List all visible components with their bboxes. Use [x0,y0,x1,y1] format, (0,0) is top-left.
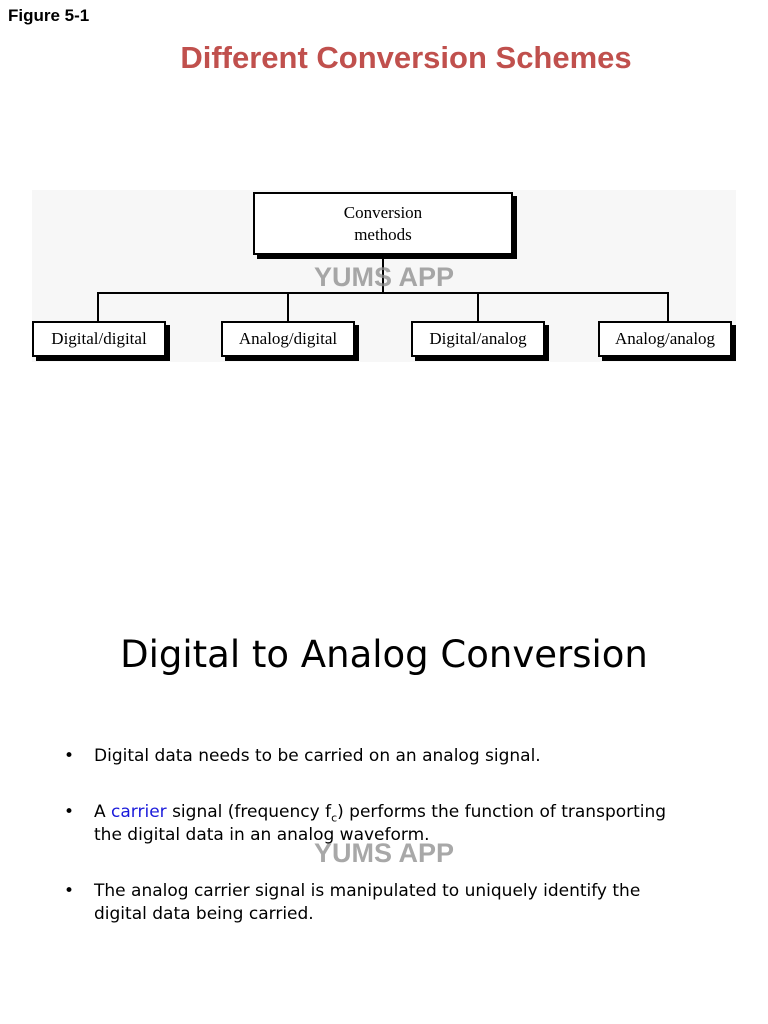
bullet-dot: • [64,802,75,822]
child-connector [667,292,669,321]
figure-label: Figure 5-1 [8,6,90,25]
bullet-text: The analog carrier signal is manipulated to uniquely identify the digital data being carried. [94,881,641,924]
diagram-node-digital-digital: Digital/digital [32,321,166,357]
diagram-node-digital-analog: Digital/analog [411,321,545,357]
child-connector [287,292,289,321]
diagram-root-node [253,192,513,255]
slide-title: Different Conversion Schemes [180,40,632,75]
bullet-text: A carrier signal (frequency $f_c$) performs the function of transporting the digital data in an analog waveform. [94,802,667,845]
child-connector [97,292,99,321]
carrier-term: carrier [111,802,167,822]
bullet-text: Digital data needs to be carried on an analog signal. [94,746,541,766]
bullet-dot: • [64,881,75,901]
diagram-node-analog-digital: Analog/digital [221,321,355,357]
watermark: YUMS APP [313,838,455,868]
child-connector [477,292,479,321]
root-label-line1: Conversion [343,202,423,222]
section-title: Digital to Analog Conversion [120,633,648,676]
root-label-line2: methods [354,224,412,244]
watermark: YUMS APP [313,262,455,292]
bullet-dot: • [64,746,75,766]
diagram-node-analog-analog: Analog/analog [598,321,732,357]
